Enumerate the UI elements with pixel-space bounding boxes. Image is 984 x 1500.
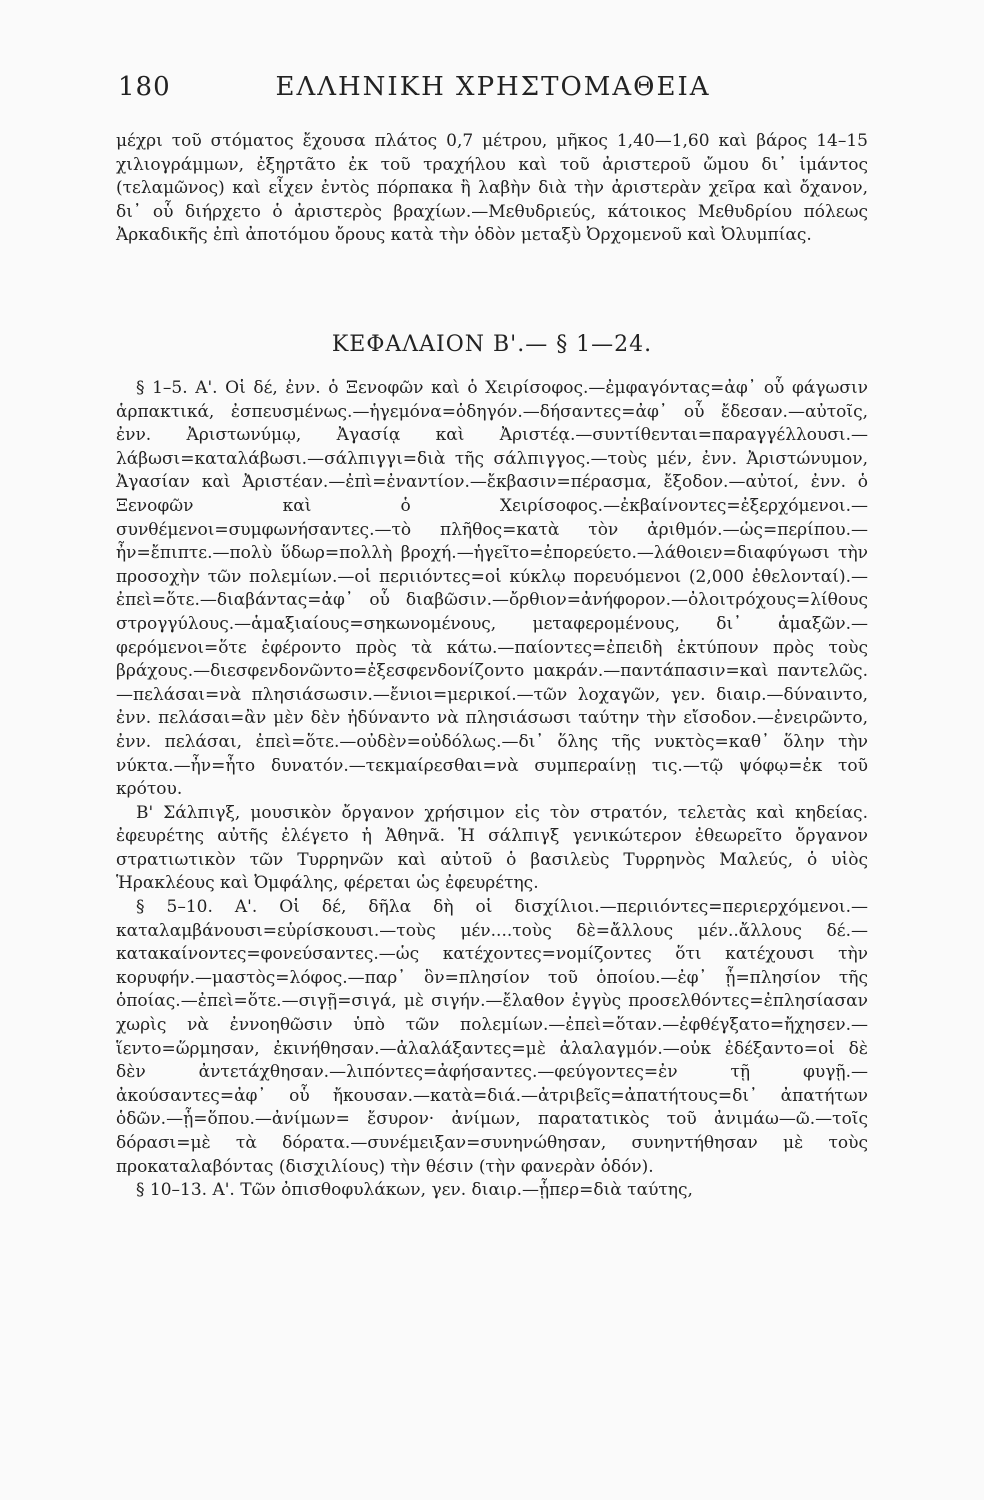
section-1-5: § 1–5. Α'. Οἱ δέ, ἐνν. ὁ Ξενοφῶν καὶ ὁ Χειρίσοφος.—ἐμφαγόντας=ἀφ᾽ οὗ φάγωσιν ἁρπακτικά, ἐσπευσμένως.—ἡγεμόνα=ὁδηγόν.—δήσαντες=ἀφ᾽ οὗ ἔδεσαν.—αὐτοῖς, ἐνν. Ἀριστωνύμῳ, Ἀγασίᾳ καὶ Ἀριστέᾳ.—συντίθενται=παραγγέλλουσι.—λάβωσι=καταλάβωσι.—σάλπιγγι=διὰ τῆς σάλπιγγος.—τοὺς μέν, ἐνν. Ἀριστώνυμον, Ἀγασίαν καὶ Ἀριστέαν.—ἐπὶ=ἐναντίον.—ἔκβασιν=πέρασμα, ἔξοδον.—αὐτοί, ἐνν. ὁ Ξενοφῶν καὶ ὁ Χειρίσοφος.—ἐκβαίνοντες=ἐξερχόμενοι.—συνθέμενοι=συμφωνήσαντες.—τὸ πλῆθος=κατὰ τὸν ἀριθμόν.—ὡς=περίπου.—ἦν=ἔπιπτε.—πολὺ ὕδωρ=πολλὴ βροχή.—ἡγεῖτο=ἐπορεύετο.—λάθοιεν=διαφύγωσι τὴν προσοχὴν τῶν πολεμίων.—οἱ περιιόντες=οἱ κύκλῳ πορευόμενοι (2,000 ἐθελονταί).—ἐπεὶ=ὅτε.—διαβάντας=ἀφ᾽ οὗ διαβῶσιν.—ὄρθιον=ἀνήφορον.—ὀλοιτρόχους=λίθους στρογγύλους.—ἁμαξιαίους=σηκωνομένους, μεταφερομένους, δι᾽ ἁμαξῶν.—φερόμενοι=ὅτε ἐφέροντο πρὸς τὰ κάτω.—παίοντες=ἐπειδὴ ἐκτύπουν πρὸς τοὺς βράχους.—διεσφενδονῶντο=ἐξεσφενδονίζοντο μακράν.—παντάπασιν=καὶ παντελῶς.—πελάσαι=νὰ πλησιάσωσιν.—ἔνιοι=μερικοί.—τῶν λοχαγῶν, γεν. διαιρ.—δύναιντο, ἐνν. πελάσαι=ἂν μὲν δὲν ἠδύναντο νὰ πλησιάσωσι ταύτην τὴν εἴσοδον.—ἐνειρῶντο, ἐνν. πελάσαι, ἐπεὶ=ὅτε.—οὐδὲν=οὐδόλως.—δι᾽ ὅλης τῆς νυκτὸς=καθ᾽ ὅλην τὴν νύκτα.—ἦν=ἦτο δυνατόν.—τεκμαίρεσθαι=νὰ συμπεραίνῃ τις.—τῷ ψόφῳ=ἐκ τοῦ κρότου. [116,378,868,800]
paragraph-b-salpinx: Β' Σάλπιγξ, μουσικὸν ὄργανον χρήσιμον εἰς τὸν στρατόν, τελετὰς καὶ κηδείας. ἐφευρέτης αὐτῆς ἐλέγετο ἡ Ἀθηνᾶ. Ἡ σάλπιγξ γενικώτερον ἐθεωρεῖτο ὄργανον στρατιωτικὸν τῶν Τυρρηνῶν καὶ αὐτοῦ ὁ βασιλεὺς Τυρρηνὸς Μαλεύς, ὁ υἱὸς Ἡρακλέους καὶ Ὀμφάλης, φέρεται ὡς ἐφευρέτης. [116,802,868,894]
commentary-body [116,377,868,1203]
section-10-13: § 10–13. Α'. Τῶν ὀπισθοφυλάκων, γεν. διαιρ.—ᾗπερ=διὰ ταύτης, [136,1180,693,1201]
intro-paragraph: μέχρι τοῦ στόματος ἔχουσα πλάτος 0,7 μέτρου, μῆκος 1,40—1,60 καὶ βάρος 14–15 χιλιογράμμων, ἐξηρτᾶτο ἐκ τοῦ τραχήλου καὶ τοῦ ἀριστεροῦ ὤμου δι᾽ ἱμάντος (τελαμῶνος) καὶ εἶχεν ἐντὸς πόρπακα ἢ λαβὴν διὰ τὴν ἀριστερὰν χεῖρα καὶ ὄχανον, δι᾽ οὗ διήρχετο ὁ ἀριστερὸς βραχίων.—Μεθυδριεύς, κάτοικος Μεθυδρίου πόλεως Ἀρκαδικῆς ἐπὶ ἀποτόμου ὄρους κατὰ τὴν ὁδὸν μεταξὺ Ὀρχομενοῦ καὶ Ὀλυμπίας. [116,131,868,246]
running-title: ΕΛΛΗΝΙΚΗ ΧΡΗΣΤΟΜΑΘΕΙΑ [275,72,711,102]
page-number: 180 [118,72,171,102]
page-header [118,72,868,112]
section-5-10: § 5–10. Α'. Οἱ δέ, δῆλα δὴ οἱ δισχίλιοι.—περιιόντες=περιερχόμενοι.—καταλαμβάνουσι=εὑρίσκουσι.—τοὺς μέν....τοὺς δὲ=ἄλλους μέν..ἄλλους δέ.—κατακαίνοντες=φονεύσαντες.—ὡς κατέχοντες=νομίζοντες ὅτι κατέχουσι τὴν κορυφήν.—μαστὸς=λόφος.—παρ᾽ ὃν=πλησίον τοῦ ὁποίου.—ἐφ᾽ ᾗ=πλησίον τῆς ὁποίας.—ἐπεὶ=ὅτε.—σιγῇ=σιγά, μὲ σιγήν.—ἔλαθον ἐγγὺς προσελθόντες=ἐπλησίασαν χωρὶς νὰ ἐννοηθῶσιν ὑπὸ τῶν πολεμίων.—ἐπεὶ=ὅταν.—ἐφθέγξατο=ἤχησεν.—ἵεντο=ὥρμησαν, ἐκινήθησαν.—ἀλαλάξαντες=μὲ ἀλαλαγμόν.—οὐκ ἐδέξαντο=οἱ δὲ δὲν ἀντετάχθησαν.—λιπόντες=ἀφήσαντες.—φεύγοντες=ἐν τῇ φυγῇ.—ἀκούσαντες=ἀφ᾽ οὗ ἤκουσαν.—κατὰ=διά.—ἀτριβεῖς=ἀπατήτους=δι᾽ ἀπατήτων ὁδῶν.—ᾗ=ὅπου.—ἀνίμων= ἔσυρον· ἀνίμων, παρατατικὸς τοῦ ἀνιμάω—ῶ.—τοῖς δόρασι=μὲ τὰ δόρατα.—συνέμειξαν=συνηνώθησαν, συνηντήθησαν μὲ τοὺς προκαταλαβόντας (δισχιλίους) τὴν θέσιν (τὴν φανερὰν ὁδόν). [116,897,868,1177]
chapter-heading: ΚΕΦΑΛΑΙΟΝ Β'.— § 1—24. [331,332,653,357]
intro-paragraph-block [116,130,868,248]
